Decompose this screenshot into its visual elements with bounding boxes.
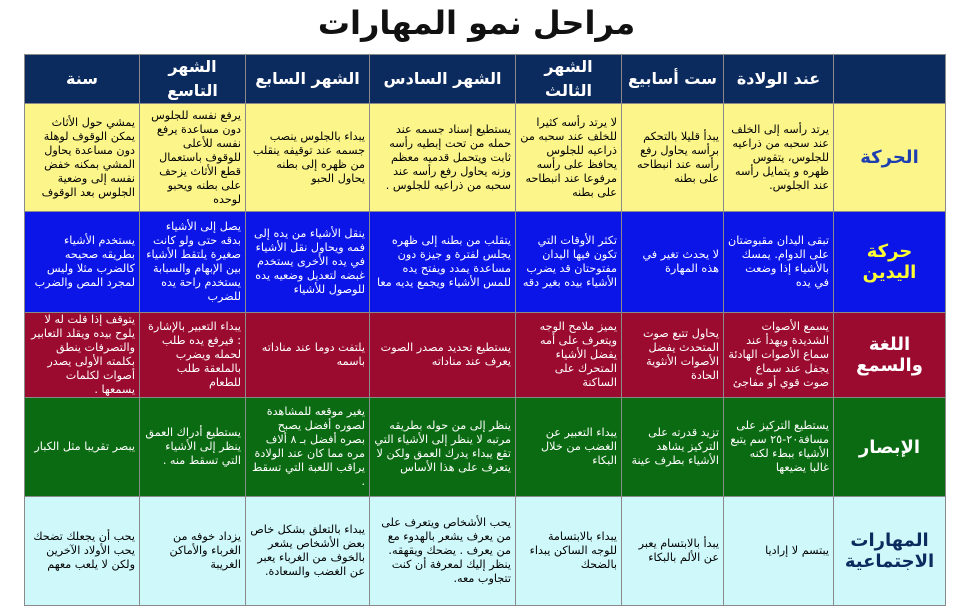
table-cell: يغير موقعه للمشاهدة لصوره أفضل يصبح بصره أفضل بـ ٨ ألاف مره مما كان عند الولادة يراقب اللعبة التي تسقط .: [246, 398, 370, 497]
table-cell: يبداء بالابتسامة للوجه الساكن يبداء بالضحك: [516, 497, 622, 606]
header-month-6: الشهر السادس: [370, 55, 516, 104]
row-label-vision: الإبصار: [834, 398, 946, 497]
table-cell: لا يرتد رأسه كثيرا للخلف عند سحبه من ذراعيه للجلوس يحافظ على رأسه مرفوعا عند انبطاحه على بطنه: [516, 104, 622, 212]
table-cell: يميز ملامح الوجه ويتعرف على أمه يفضل الأشياء المتحرك على الساكنة: [516, 313, 622, 398]
table-cell: يصل إلى الأشياء بدقه حتى ولو كانت صغيرة يلتقط الأشياء بين الإبهام والسبابة يستخدم راحة يده للضرب: [140, 212, 246, 313]
row-label-motion: الحركة: [834, 104, 946, 212]
table-cell: تكثر الأوقات التي تكون فيها اليدان مفتوحتان قد يضرب الأشياء بيده بغير دقه: [516, 212, 622, 313]
row-label-hands: حركة اليدين: [834, 212, 946, 313]
table-cell: يلتفت دوما عند مناداته باسمه: [246, 313, 370, 398]
row-vision: [25, 398, 946, 497]
header-at-birth: عند الولادة: [724, 55, 834, 104]
header-month-7: الشهر السابع: [246, 55, 370, 104]
table-cell: يستطيع التركيز على مسافة٢٠-٢٥ سم يتبع الأشياء ببطء لكنه غالبا يضيعها: [724, 398, 834, 497]
page-title: مراحل نمو المهارات: [317, 4, 636, 42]
table-cell: يبداء التعبير عن الغضب من خلال البكاء: [516, 398, 622, 497]
row-language: [25, 313, 946, 398]
table-cell: يزداد خوفه من الغرباء والأماكن الغريبة: [140, 497, 246, 606]
header-year: سنة: [25, 55, 140, 104]
table-cell: يبداء بالتعلق بشكل خاص بعض الأشخاص يشعر بالخوف من الغرباء يعبر عن الغضب والسعادة.: [246, 497, 370, 606]
row-motion: [25, 104, 946, 212]
table-cell: يحب الأشخاص ويتعرف على من يعرف يشعر بالهدوء مع من يعرف . يضحك ويقهقه. ينظر إليك لمعرفة أن كنت تتجاوب معه.: [370, 497, 516, 606]
table-cell: يستخدم الأشياء بطريقه صحيحه كالضرب مثلا وليس لمجرد المص والضرب: [25, 212, 140, 313]
table-cell: ينظر إلى من حوله بطريقه مرتبه لا ينظر إلى الأشياء التي تقع يبداء يدرك العمق ولكن لا يتعرف على هذا الأساس: [370, 398, 516, 497]
table-cell: يستطيع تحديد مصدر الصوت يعرف عند مناداته: [370, 313, 516, 398]
row-social: [25, 497, 946, 606]
row-hands: [25, 212, 946, 313]
header-six-weeks: ست أسابيع: [622, 55, 724, 104]
row-label-language: اللغة والسمع: [834, 313, 946, 398]
row-label-social: المهارات الاجتماعية: [834, 497, 946, 606]
header-month-3: الشهر الثالث: [516, 55, 622, 104]
table-cell: يمشي حول الأثاث يمكن الوقوف لوهلة دون مساعدة يحاول المشي بمكنه خفض نفسه إلى وضعية الجلوس بعد الوقوف: [25, 104, 140, 212]
table-cell: يرفع نفسه للجلوس دون مساعدة يرفع نفسه للأعلى للوقوف باستعمال قطع الأثاث يزحف على بطنه ويحبو لوحده: [140, 104, 246, 212]
table-cell: يحاول تتبع صوت المتحدث يفضل الأصوات الأنثوية الحادة: [622, 313, 724, 398]
table-cell: يستطيع أدراك العمق ينظر إلى الأشياء التي تسقط منه .: [140, 398, 246, 497]
corner-cell: [834, 55, 946, 104]
skills-table: [24, 54, 946, 606]
table-cell: يرتد رأسه إلى الخلف عند سحبه من ذراعيه للجلوس، يتقوس ظهره و يتمايل رأسه عند الجلوس.: [724, 104, 834, 212]
table-cell: يبداء بالجلوس ينصب جسمه عند توقيفه ينقلب من ظهره إلى بطنه يحاول الحبو: [246, 104, 370, 212]
table-cell: تزيد قدرته على التركيز يشاهد الأشياء بطرف عينة: [622, 398, 724, 497]
table-cell: يبداء التعبير بالإشارة : فيرفع يده طلب لحمله ويضرب بالملعقة طلب للطعام: [140, 313, 246, 398]
header-row: [25, 55, 946, 104]
table-cell: يستطيع إسناد جسمه عند حمله من تحت إبطيه رأسه ثابت ويتحمل قدميه معظم وزنه يحاول رفع رأسه عند سحبه من ذراعيه للجلوس .: [370, 104, 516, 212]
table-cell: يبتسم لا إراديا: [724, 497, 834, 606]
header-month-9: الشهر التاسع: [140, 55, 246, 104]
table-cell: ينقل الأشياء من يده إلى فمه ويحاول نقل الأشياء في يده الأخرى يستخدم غبضه لتعديل وضعيه يده للوصول للأشياء: [246, 212, 370, 313]
table-cell: يبصر تقريبا مثل الكبار: [25, 398, 140, 497]
table-cell: يتوقف إذا قلت له لا يلوح بيده ويقلد التعابير والتصرفات ينطق بكلمته الأولى يصدر أصوات لكلمات يسمعها .: [25, 313, 140, 398]
table-cell: تبقى اليدان مقبوضتان على الدوام. يمسك بالأشياء إذا وضعت في يده: [724, 212, 834, 313]
table-cell: لا يحدث تغير في هذه المهارة: [622, 212, 724, 313]
table-cell: يسمع الأصوات الشديدة ويهدأ عند سماع الأصوات الهادئة يجفل عند سماع صوت قوي أو مفاجئ: [724, 313, 834, 398]
table-cell: يتقلب من بطنه إلى ظهره يجلس لفترة و جيزة دون مساعدة يمدد ويفتح يده للمس الأشياء ويجمع يديه معا: [370, 212, 516, 313]
table-cell: يبدأ قليلا بالتحكم برأسه يحاول رفع رأسه عند انبطاحه على بطنه: [622, 104, 724, 212]
table-cell: يبدأ بالابتسام يعبر عن الألم بالبكاء: [622, 497, 724, 606]
table-cell: يحب أن يجعلك تضحك يحب الأولاد الآخرين ولكن لا يلعب معهم: [25, 497, 140, 606]
